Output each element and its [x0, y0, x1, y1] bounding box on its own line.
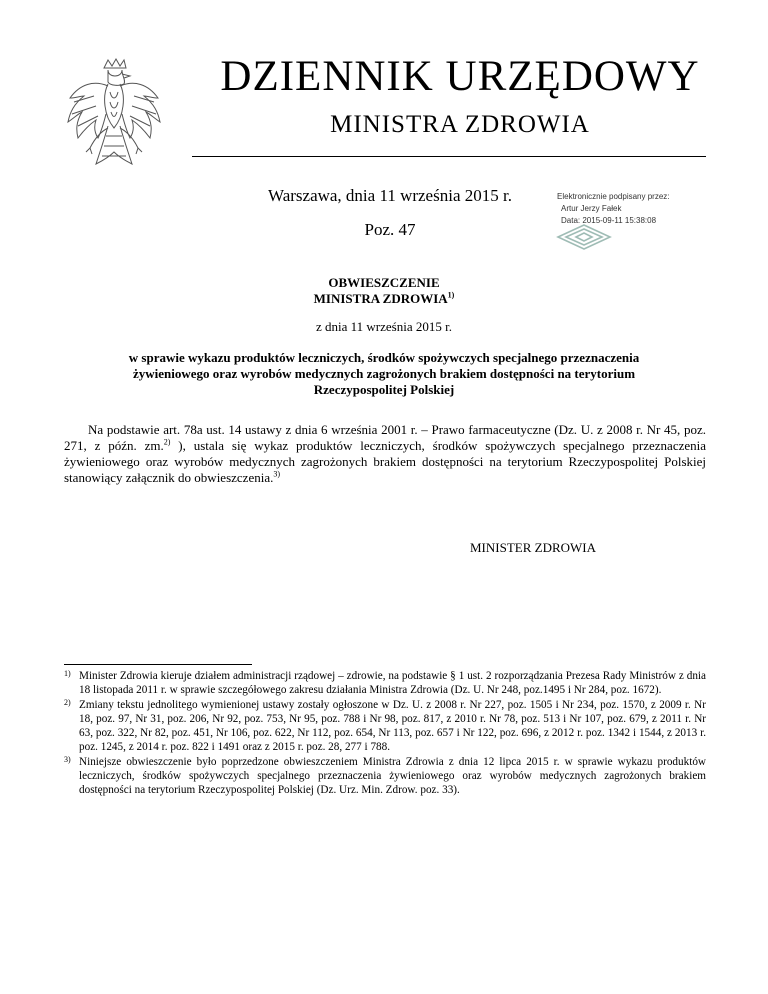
body-text-part2: ), ustala się wykaz produktów leczniczych, środków spożywczych specjalnego przeznaczenia żywieniowego oraz wyrobów medycznych zagrożonych brakiem dostępności na terytorium Rzeczypospolitej Polskiej stanowiący załącznik do obwieszczenia.: [64, 438, 707, 485]
place-and-date: Warszawa, dnia 11 września 2015 r.: [268, 186, 512, 205]
position-number: Poz. 47: [364, 220, 416, 239]
document-subject: w sprawie wykazu produktów leczniczych, środków spożywczych specjalnego przeznaczenia żywieniowego oraz wyrobów medycznych zagrożonych brakiem dostępności na terytorium Rzeczypospolitej Polskiej: [128, 350, 640, 397]
footnote-item: [64, 698, 706, 754]
body-text-part1: Na podstawie art. 78a ust. 14 ustawy z dnia 6 września 2001 r. – Prawo farmaceutyczne (Dz. U. z 2008 r. Nr 45, poz. 271, z późn. zm.: [64, 422, 706, 453]
footnotes: [64, 669, 706, 798]
footnote-number: 2): [64, 698, 71, 707]
signature-seal-icon: [556, 223, 612, 251]
document-issuer: [0, 291, 768, 307]
footnote-divider: [64, 664, 252, 665]
document-date: z dnia 11 września 2015 r.: [316, 319, 452, 334]
polish-eagle-emblem-icon: [64, 56, 164, 182]
signature-signer: Artur Jerzy Fałek: [561, 204, 622, 213]
signature-date: Data: 2015-09-11 15:38:08: [561, 216, 657, 225]
header-divider: [192, 156, 706, 157]
footnote-text: Minister Zdrowia kieruje działem administracji rządowej – zdrowie, na podstawie § 1 ust. 2 rozporządzania Prezesa Rady Ministrów z dnia 18 listopada 2011 r. w sprawie szczegółowego zakresu działania Ministra Zdrowia (Dz. U. Nr 248, poz.1495 i Nr 284, poz. 1672).: [79, 670, 706, 696]
footnote-number: 3): [64, 755, 71, 764]
footnote-ref-1: 1): [447, 290, 455, 300]
footnote-number: 1): [64, 669, 71, 678]
electronic-signature-box: [557, 191, 757, 227]
document-type: OBWIESZCZENIE: [328, 275, 440, 290]
footnote-text: Niniejsze obwieszczenie było poprzedzone obwieszczeniem Ministra Zdrowia z dnia 12 lipca 2015 r. w sprawie wykazu produktów leczniczych, środków spożywczych specjalnego przeznaczenia żywieniowego oraz wyrobów medycznych zagrożonych brakiem dostępności na terytorium Rzeczypospolitej Polskiej (Dz. Urz. Min. Zdrow. poz. 33).: [79, 756, 706, 796]
footnote-item: [64, 755, 706, 797]
signature-label: Elektronicznie podpisany przez:: [557, 192, 670, 201]
journal-title: DZIENNIK URZĘDOWY: [220, 53, 700, 100]
footnote-item: [64, 669, 706, 697]
footnote-ref-2: 2): [163, 437, 171, 447]
document-issuer-text: MINISTRA ZDROWIA: [313, 291, 448, 306]
journal-subtitle: MINISTRA ZDROWIA: [330, 111, 590, 138]
document-body: [64, 422, 706, 486]
footnote-ref-3: 3): [273, 469, 281, 479]
signer-title: MINISTER ZDROWIA: [470, 540, 597, 555]
footnote-text: Zmiany tekstu jednolitego wymienionej ustawy zostały ogłoszone w Dz. U. z 2008 r. Nr 227, poz. 1505 i Nr 234, poz. 1570, z 2009 r. Nr 18, poz. 97, Nr 31, poz. 206, Nr 92, poz. 753, Nr 95, poz. 788 i Nr 98, poz. 817, z 2010 r. Nr 78, poz. 513 i Nr 107, poz. 679, z 2011 r. Nr 63, poz. 322, Nr 82, poz. 451, Nr 106, poz. 622, Nr 112, poz. 654, Nr 113, poz. 657 i Nr 122, poz. 696, z 2012 r. poz. 1342 i 1544, z 2013 r. poz. 1245, z 2014 r. poz. 822 i 1491 oraz z 2015 r. poz. 28, 277 i 788.: [79, 699, 706, 753]
